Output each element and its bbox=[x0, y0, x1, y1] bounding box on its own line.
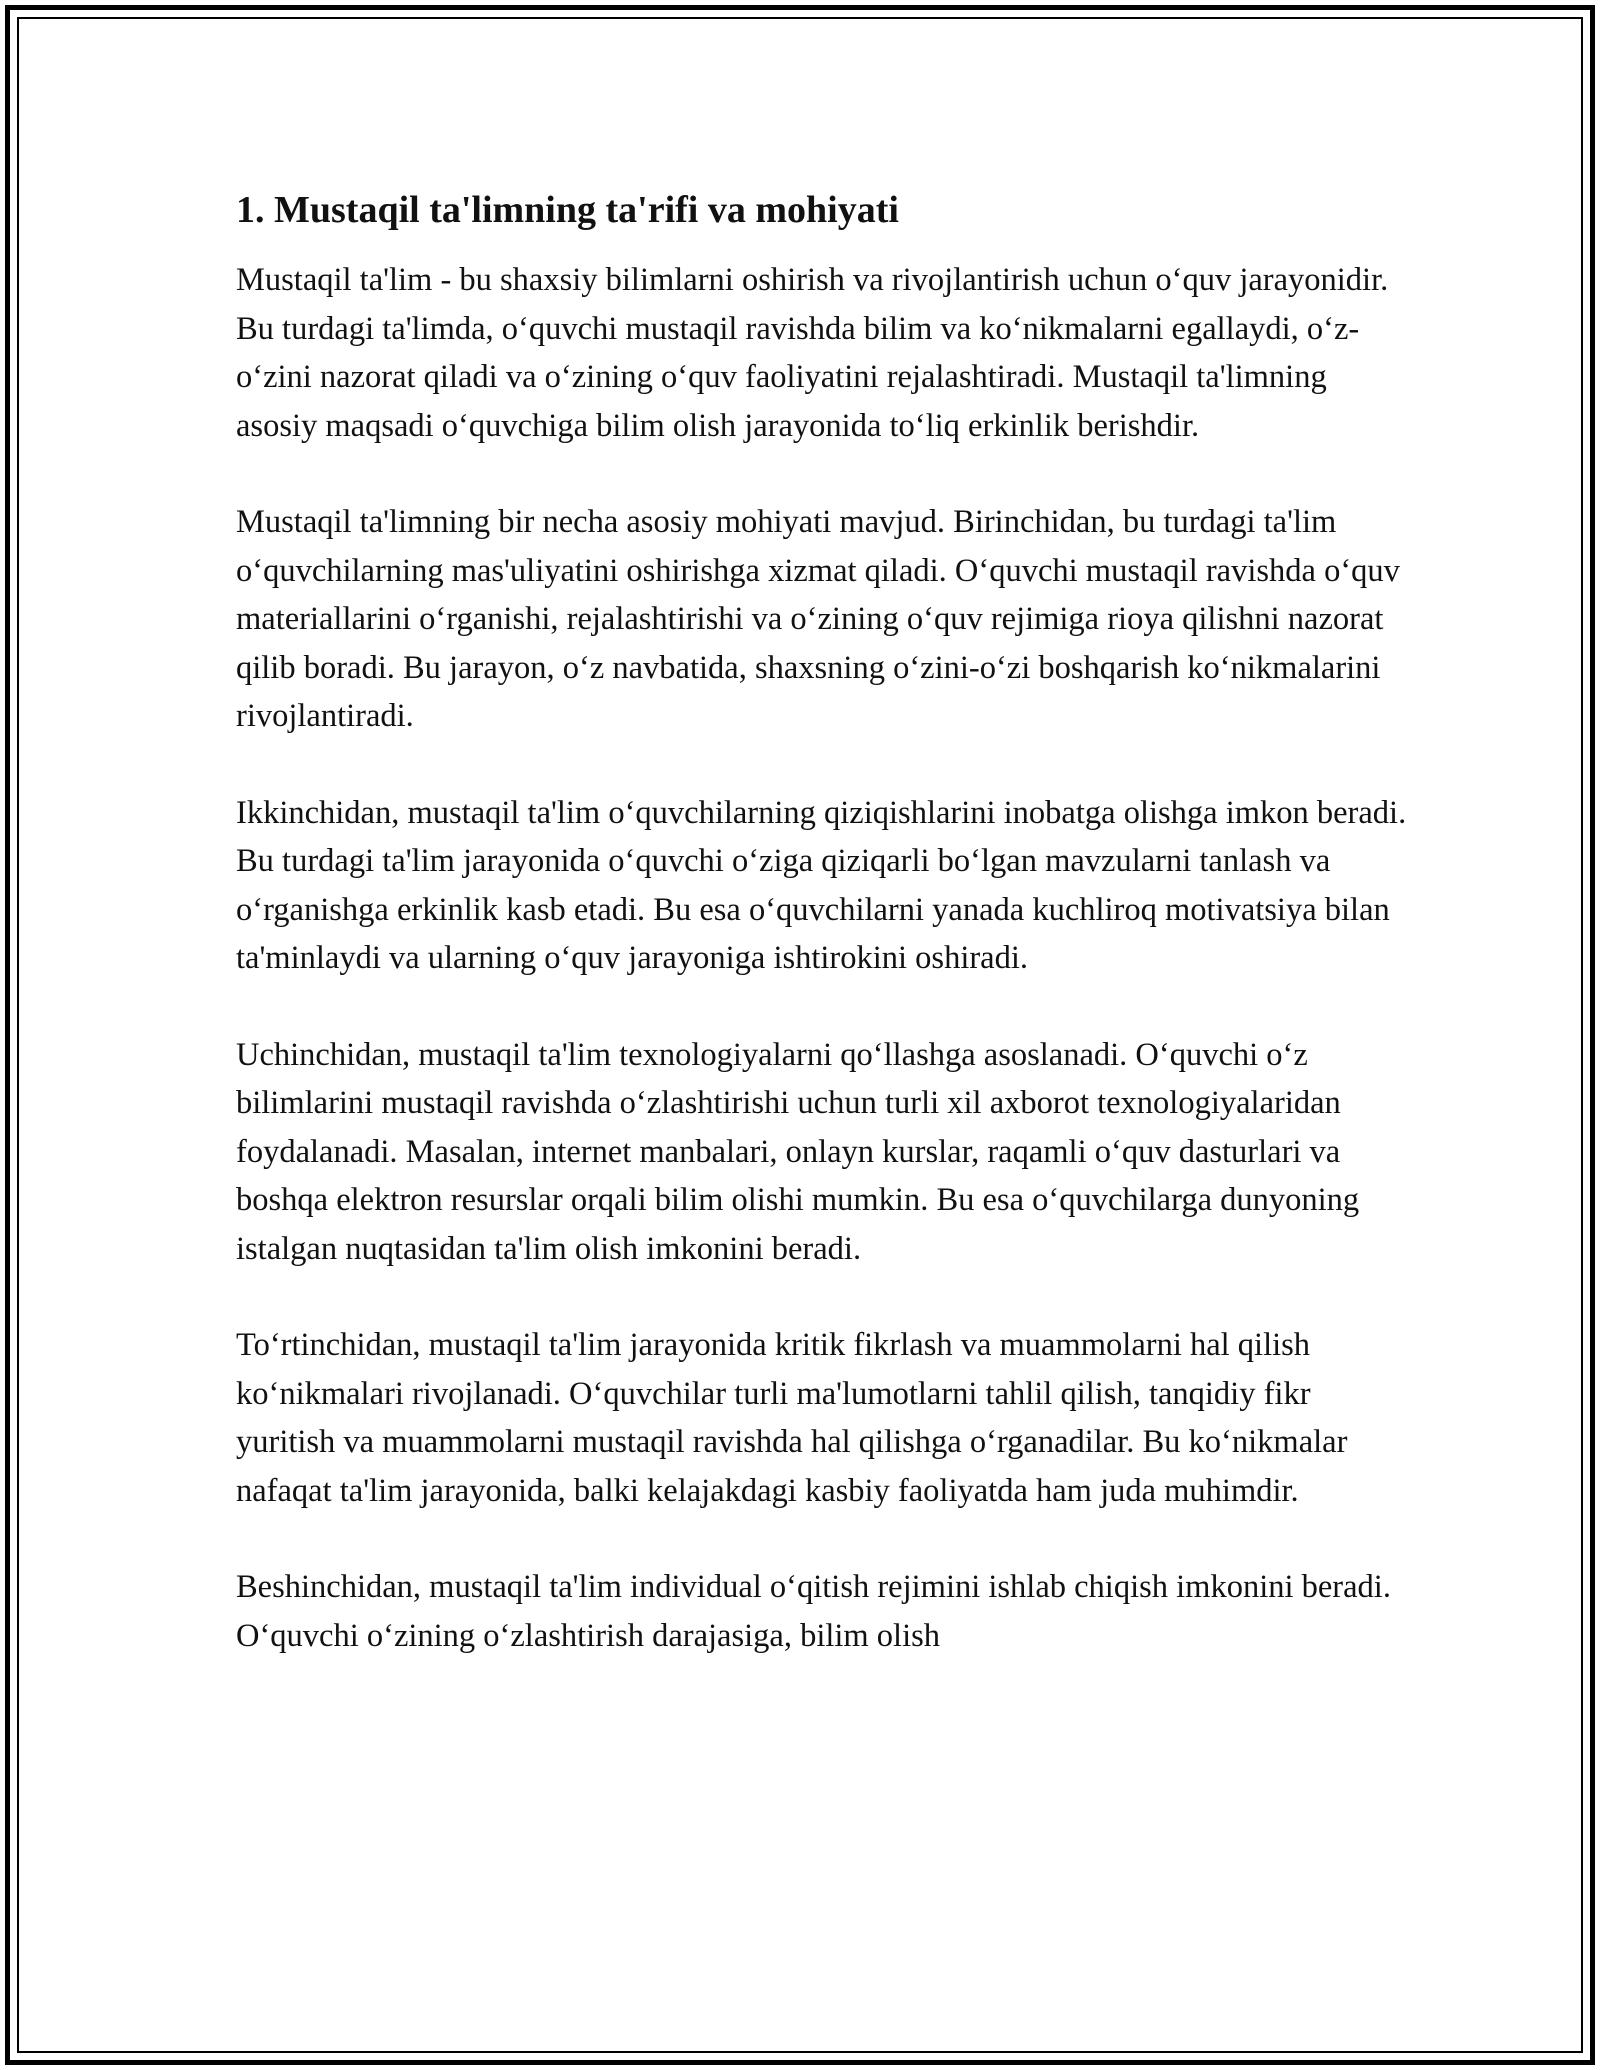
paragraph-second-essence: Ikkinchidan, mustaqil ta'lim o‘quvchilarning qiziqishlarini inobatga olishga imkon beradi. Bu turdagi ta'lim jarayonida o‘quvchi o‘ziga qiziqarli bo‘lgan mavzularni tanlash va o‘rganishga erkinlik kasb etadi. Bu esa o‘quvchilarni yanada kuchliroq motivatsiya bilan ta'minlaydi va ularning o‘quv jarayoniga ishtirokini oshiradi. bbox=[236, 794, 1407, 976]
paragraph-first-essence: Mustaqil ta'limning bir necha asosiy mohiyati mavjud. Birinchidan, bu turdagi ta'lim o‘quvchilarning mas'uliyatini oshirishga xizmat qiladi. O‘quvchi mustaqil ravishda o‘quv materiallarini o‘rganishi, rejalashtirishi va o‘zining o‘quv rejimiga rioya qilishni nazorat qilib boradi. Bu jarayon, o‘z navbatida, shaxsning o‘zini-o‘zi boshqarish ko‘nikmalarini rivojlantiradi. bbox=[236, 504, 1400, 734]
paragraph-fourth-essence: To‘rtinchidan, mustaqil ta'lim jarayonida kritik fikrlash va muammolarni hal qilish ko‘nikmalari rivojlanadi. O‘quvchilar turli ma'lumotlarni tahlil qilish, tanqidiy fikr yuritish va muammolarni mustaqil ravishda hal qilishga o‘rganadilar. Bu ko‘nikmalar nafaqat ta'lim jarayonida, balki kelajakdagi kasbiy faoliyatda ham juda muhimdir. bbox=[236, 1327, 1348, 1509]
paragraph-definition: Mustaqil ta'lim - bu shaxsiy bilimlarni oshirish va rivojlantirish uchun o‘quv jarayonidir. Bu turdagi ta'limda, o‘quvchi mustaqil ravishda bilim va ko‘nikmalarni egallaydi, o‘z-o‘zini nazorat qiladi va o‘zining o‘quv faoliyatini rejalashtiradi. Mustaqil ta'limning asosiy maqsadi o‘quvchiga bilim olish jarayonida to‘liq erkinlik berishdir. bbox=[236, 262, 1389, 444]
document-body bbox=[236, 186, 1416, 1708]
paragraph-third-essence: Uchinchidan, mustaqil ta'lim texnologiyalarni qo‘llashga asoslanadi. O‘quvchi o‘z bilimlarini mustaqil ravishda o‘zlashtirishi uchun turli xil axborot texnologiyalaridan foydalanadi. Masalan, internet manbalari, onlayn kurslar, raqamli o‘quv dasturlari va boshqa elektron resurslar orqali bilim olishi mumkin. Bu esa o‘quvchilarga dunyoning istalgan nuqtasidan ta'lim olish imkonini beradi. bbox=[236, 1036, 1360, 1267]
section-title: 1. Mustaqil ta'limning ta'rifi va mohiyati bbox=[236, 189, 899, 231]
paragraph-fifth-essence: Beshinchidan, mustaqil ta'lim individual o‘qitish rejimini ishlab chiqish imkonini beradi. O‘quvchi o‘zining o‘zlashtirish darajasiga, bilim olish bbox=[236, 1569, 1391, 1654]
